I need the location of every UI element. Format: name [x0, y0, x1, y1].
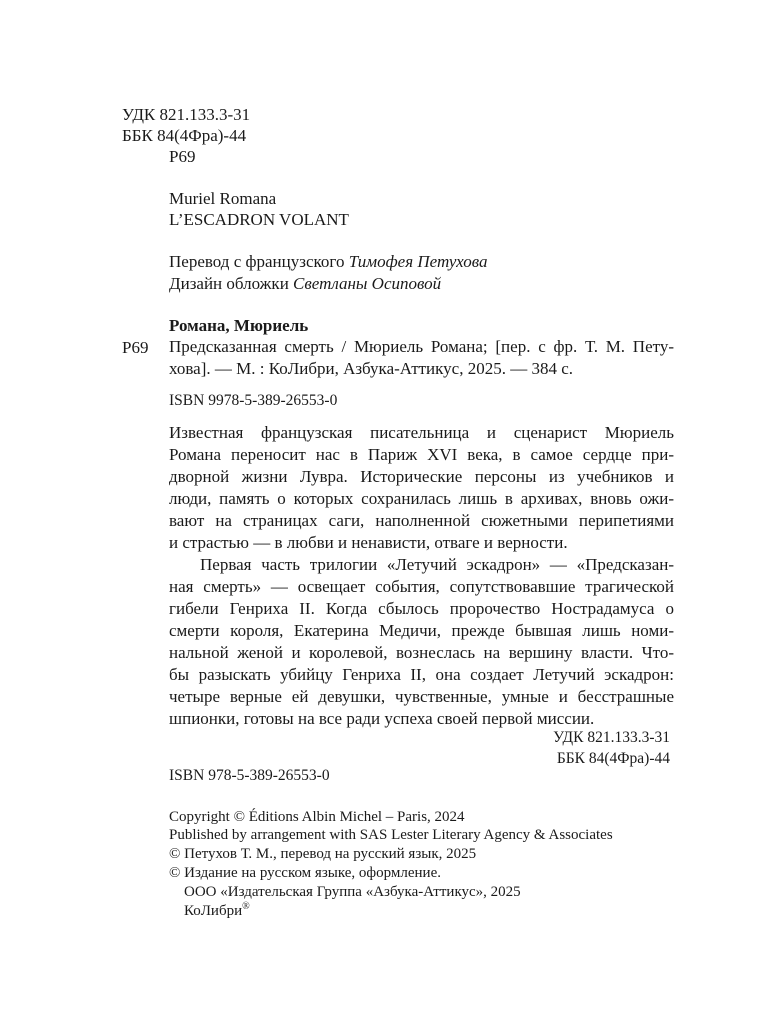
- annotation-p2-line: ная смерть» — освещает события, сопутствовавшие трагической: [169, 577, 674, 596]
- catalog-line-2: хова]. — М. : КоЛибри, Азбука-Аттикус, 2025. — 384 с.: [169, 359, 574, 378]
- annotation: [169, 422, 674, 730]
- footer-bbk-code: ББК 84(4Фра)-44: [556, 750, 670, 767]
- annotation-p2-line: бы разыскать убийцу Генриха II, она создает Летучий эскадрон:: [169, 665, 674, 684]
- catalog-author-heading: Романа, Мюриель: [169, 316, 309, 335]
- catalog-isbn: ISBN 9978-5-389-26553-0: [169, 392, 338, 409]
- footer-udk-code: УДК 821.133.3-31: [553, 729, 670, 746]
- copyright-line-6: [184, 902, 250, 920]
- translation-prefix: Перевод с французского: [169, 252, 349, 271]
- annotation-p2-line: гибели Генриха II. Когда сбылось пророчество Нострадамуса о: [169, 599, 674, 618]
- annotation-p1-line: люди, память о которых сохранилась лишь в архивах, вновь ожи-: [169, 489, 674, 508]
- udk-code: УДК 821.133.3-31: [122, 105, 251, 124]
- translator-name: Тимофея Петухова: [348, 252, 488, 271]
- copyright-line-5: ООО «Издательская Группа «Азбука-Аттикус», 2025: [184, 884, 521, 900]
- registered-mark: ®: [242, 901, 250, 912]
- annotation-p1-line: вают на страницах саги, наполненной сюжетными перипетиями: [169, 511, 674, 530]
- catalog-description: [169, 336, 674, 380]
- annotation-p2-line: шпионки, готовы на все ради успеха своей первой миссии.: [169, 709, 595, 728]
- annotation-p1-line: Романа переносит нас в Париж XVI века, в самое сердце при-: [169, 445, 674, 464]
- bbk-code: ББК 84(4Фра)-44: [122, 126, 247, 145]
- designer-name: Светланы Осиповой: [293, 274, 442, 293]
- copyright-line-1: Copyright © Éditions Albin Michel – Paris, 2024: [169, 809, 465, 825]
- footer-isbn: ISBN 978-5-389-26553-0: [169, 767, 330, 784]
- annotation-p1-line: и страстью — в любви и ненависти, отваге и верности.: [169, 533, 568, 552]
- author-mark: Р69: [169, 147, 196, 166]
- annotation-p2-line: смерти короля, Екатерина Медичи, прежде бывшая лишь номи-: [169, 621, 674, 640]
- copyright-line-3: © Петухов Т. М., перевод на русский язык, 2025: [169, 846, 477, 862]
- annotation-p1-line: Известная французская писательница и сценарист Мюриель: [169, 423, 674, 442]
- catalog-line-1: Предсказанная смерть / Мюриель Романа; [пер. с фр. Т. М. Пету-: [169, 337, 674, 356]
- translation-credit: [169, 251, 488, 272]
- annotation-p2-line: нальной женой и королевой, вознеслась на вершину власти. Что-: [169, 643, 674, 662]
- design-credit: [169, 273, 441, 294]
- original-title: L’ESCADRON VOLANT: [169, 210, 349, 229]
- copyright-line-4: © Издание на русском языке, оформление.: [169, 865, 441, 881]
- design-prefix: Дизайн обложки: [169, 274, 294, 293]
- catalog-mark: Р69: [122, 338, 149, 357]
- original-author: Muriel Romana: [169, 189, 277, 208]
- annotation-p2-line: Первая часть трилогии «Летучий эскадрон» — «Предсказан-: [200, 555, 674, 574]
- copyright-line-2: Published by arrangement with SAS Lester Literary Agency & Associates: [169, 827, 613, 843]
- annotation-p1-line: дворной жизни Лувра. Исторические персоны из учебников и: [169, 467, 674, 486]
- annotation-p2-line: четыре верные ей девушки, чувственные, умные и бесстрашные: [169, 687, 674, 706]
- kolibri-brand: КоЛибри: [184, 903, 243, 919]
